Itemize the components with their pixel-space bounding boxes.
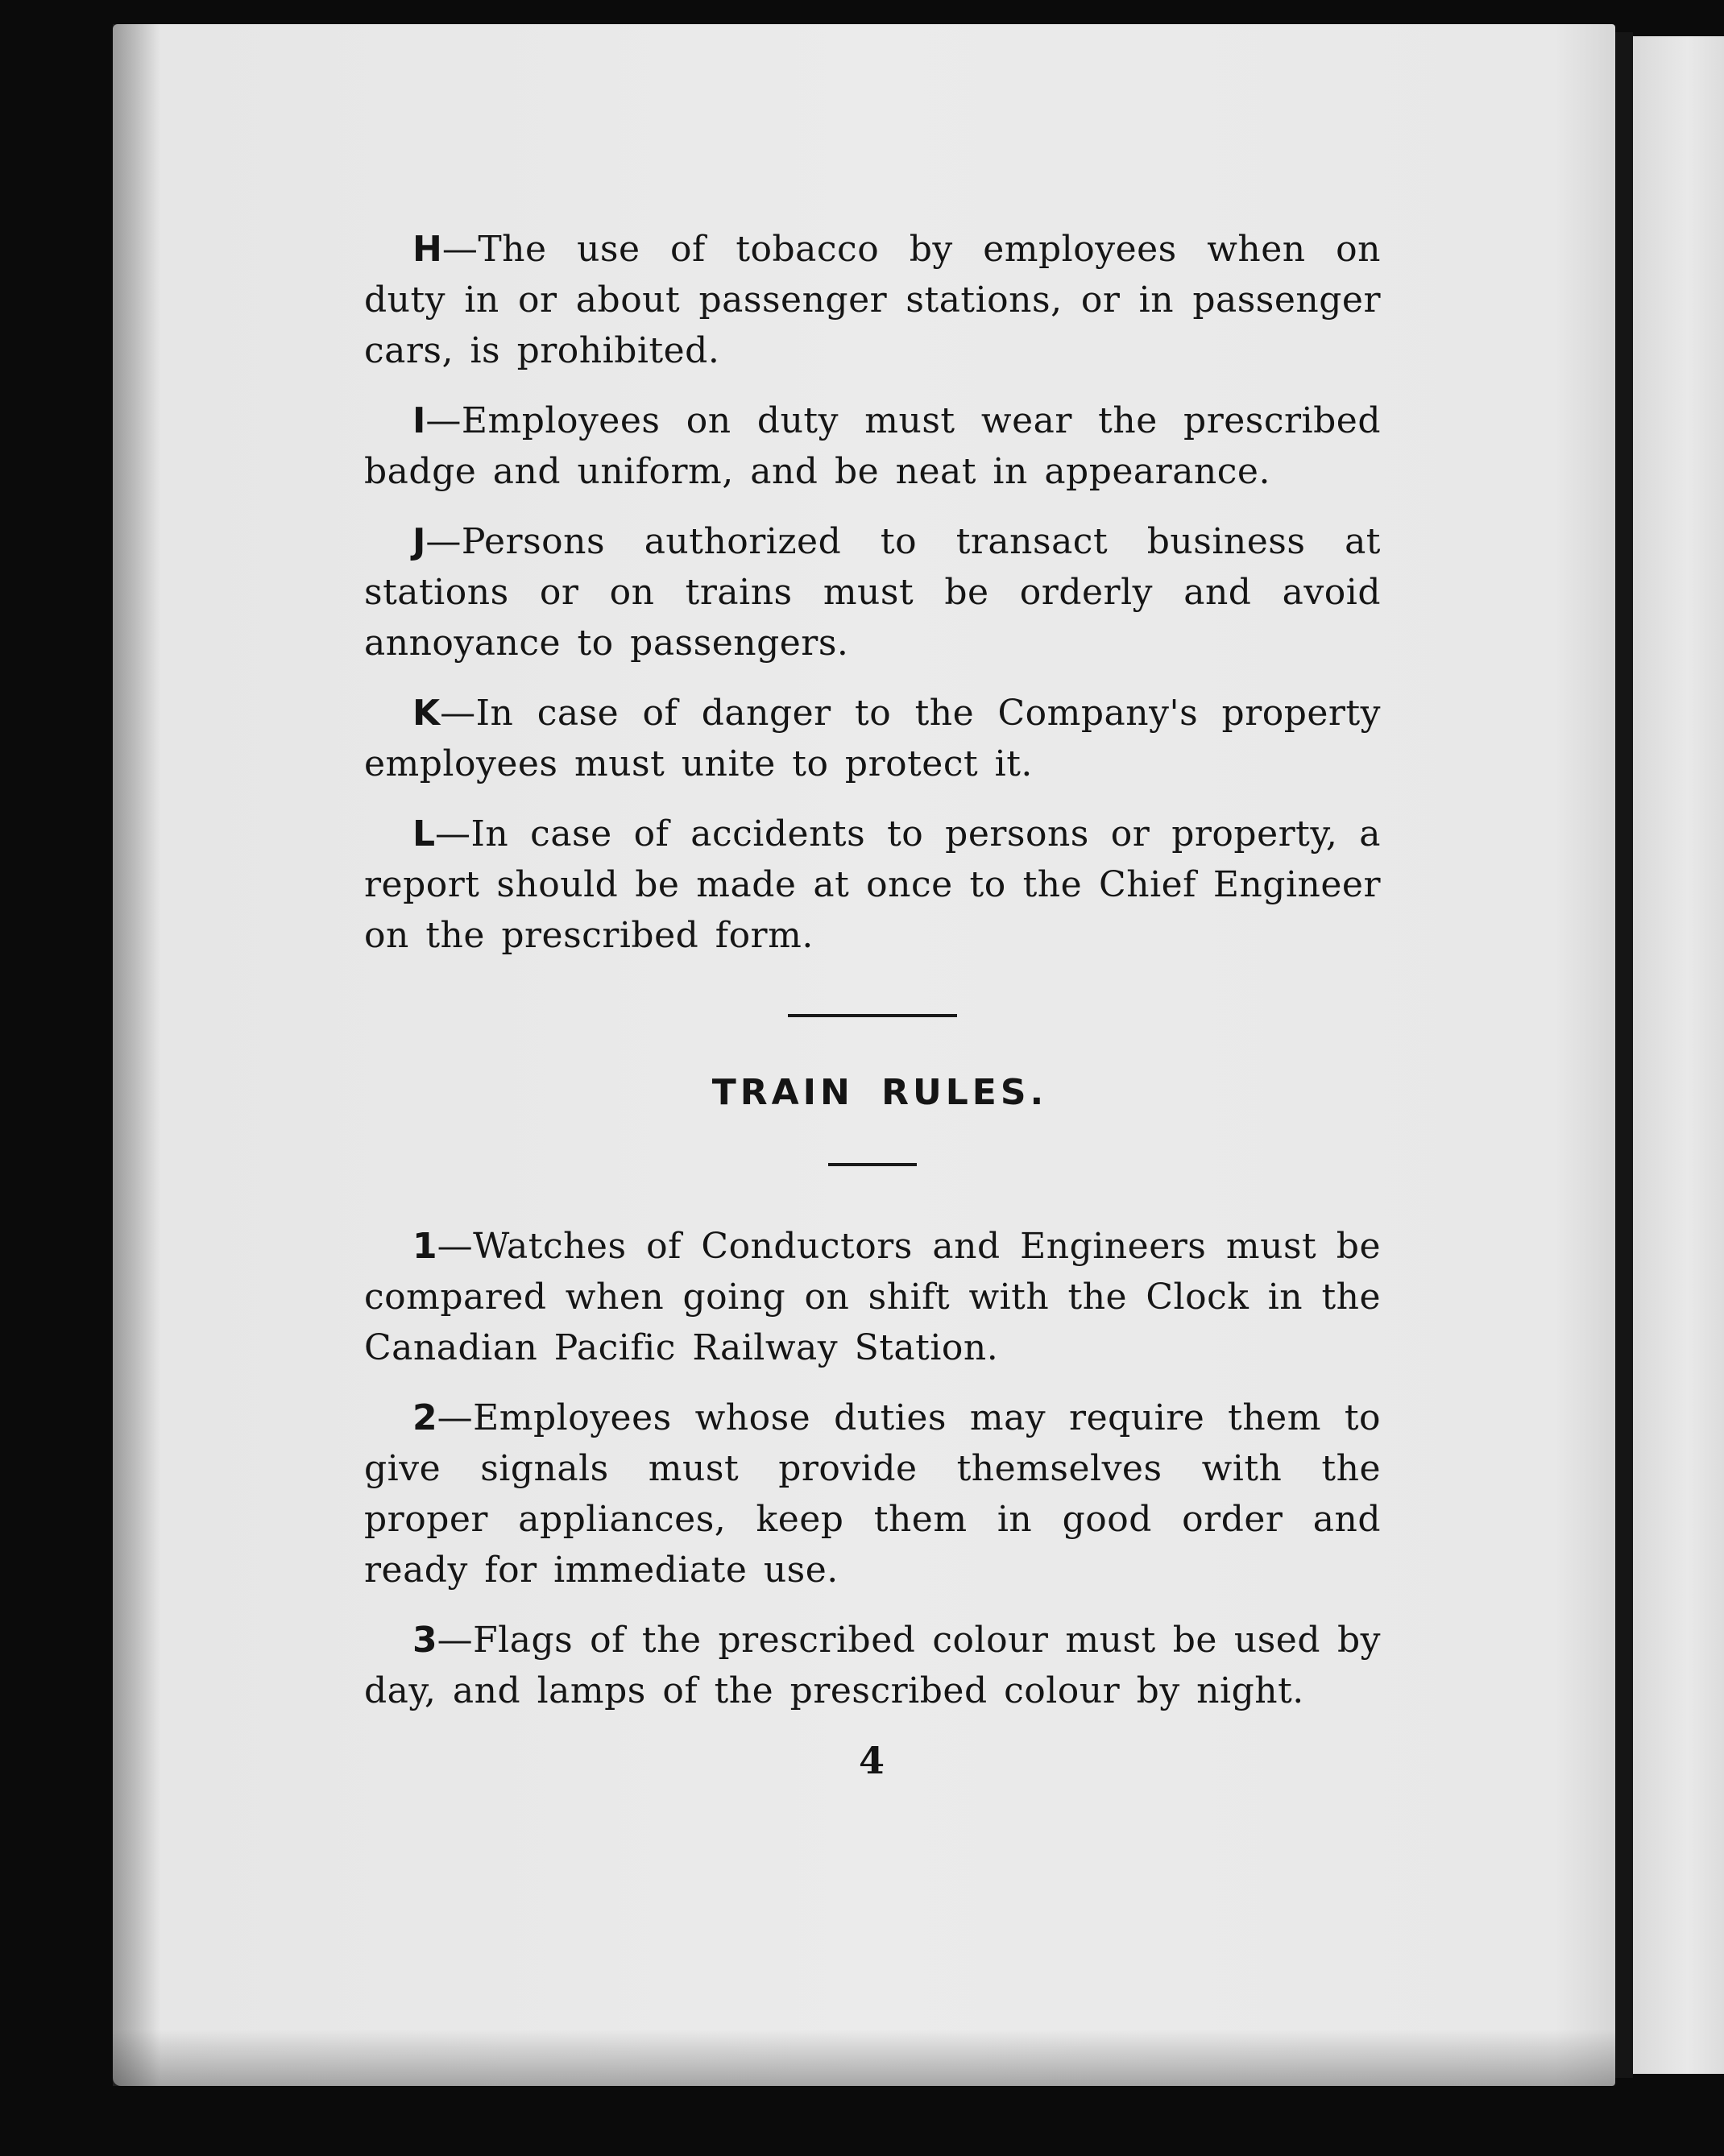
rule-h xyxy=(364,224,1381,376)
rule-text: —In case of danger to the Company's property employees must unite to protect it. xyxy=(364,693,1381,784)
rule-k xyxy=(364,688,1381,789)
rule-letter: L xyxy=(412,813,436,855)
rule-i xyxy=(364,395,1381,497)
rule-text: —The use of tobacco by employees when on duty in or about passenger stations, or in passenger cars, is prohibited. xyxy=(364,229,1381,371)
book-spine xyxy=(1615,32,1633,2078)
rule-text: —Flags of the prescribed colour must be used by day, and lamps of the prescribed colour by night. xyxy=(364,1620,1381,1711)
rule-text: —Watches of Conductors and Engineers must be compared when going on shift with the Clock in the Canadian Pacific Railway Station. xyxy=(364,1226,1381,1368)
rule-text: —Employees whose duties may require them to give signals must provide themselves with the proper appliances, keep them in good order and ready for immediate use. xyxy=(364,1397,1381,1591)
rule-number: 3 xyxy=(412,1620,437,1661)
rule-letter: H xyxy=(412,229,442,270)
page-shadow-bottom xyxy=(113,2030,1615,2086)
train-rule-2 xyxy=(364,1393,1381,1595)
rule-letter: K xyxy=(412,693,441,734)
adjacent-page-edge xyxy=(1633,36,1724,2074)
divider-top xyxy=(788,1014,957,1017)
rule-l xyxy=(364,809,1381,961)
rule-letter: I xyxy=(412,400,426,441)
page-shadow-left xyxy=(113,24,161,2086)
rule-j xyxy=(364,516,1381,668)
rule-number: 1 xyxy=(412,1226,437,1267)
section-title: TRAIN RULES. xyxy=(711,1072,1048,1113)
rule-text: —In case of accidents to persons or property, a report should be made at once to the Chief Engineer on the prescribed form. xyxy=(364,813,1381,956)
page-text xyxy=(364,224,1381,1782)
train-rule-1 xyxy=(364,1221,1381,1373)
train-rule-3 xyxy=(364,1615,1381,1716)
rule-text: —Persons authorized to transact business at stations or on trains must be orderly and avoid annoyance to passengers. xyxy=(364,521,1381,664)
page-number: 4 xyxy=(858,1739,885,1782)
rule-text: —Employees on duty must wear the prescribed badge and uniform, and be neat in appearance. xyxy=(364,400,1381,492)
divider-bottom xyxy=(828,1163,917,1166)
rule-letter: J xyxy=(412,521,426,562)
rule-number: 2 xyxy=(412,1397,437,1438)
